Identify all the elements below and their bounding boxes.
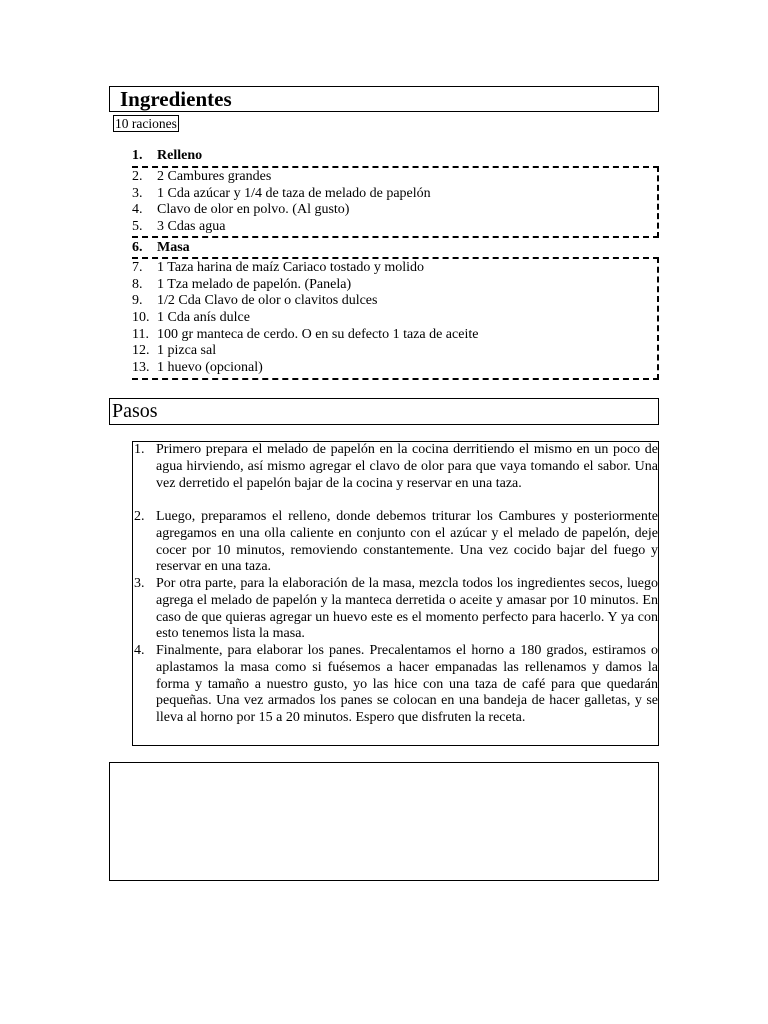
step-number: 3. [134,576,145,591]
item-text: 1 huevo (opcional) [157,360,263,375]
item-number: 4. [132,202,143,217]
item-number: 9. [132,293,143,308]
section-number: 6. [132,240,143,255]
list-item [132,293,377,310]
item-number: 5. [132,219,143,234]
item-text: 3 Cdas agua [157,219,226,234]
list-item [132,202,349,219]
item-text: 1/2 Cda Clavo de olor o clavitos dulces [157,293,378,308]
item-text: 2 Cambures grandes [157,169,272,184]
item-number: 12. [132,343,150,358]
list-item [132,343,216,360]
pasos-steps-box [132,441,659,746]
step-text: Por otra parte, para la elaboración de la masa, mezcla todos los ingredientes secos, luego agrega el melado de papelón y la manteca derretida o aceite y amasar por 10 minutos. En caso de que quieras agregar un huevo este es el momento perfecto para hacerlo. Y ya con esto tenemos lista la masa. [156,576,658,642]
empty-box [109,762,659,881]
step-text: Finalmente, para elaborar los panes. Precalentamos el horno a 180 grados, estiramos o aplastamos la masa como si fuésemos a hacer empanadas las rellenamos y damos la forma y tamaño a nuestro gusto, yo las hice con una taza de café para que quedarán pequeñas. Una vez armados los panes se colocan en una bandeja de hacer galletas, y se lleva al horno por 15 a 20 minutos. Espero que disfruten la receta. [156,643,658,725]
item-text: 1 Cda azúcar y 1/4 de taza de melado de papelón [157,186,431,201]
step-text: Primero prepara el melado de papelón en la cocina derritiendo el mismo en un poco de agua hirviendo, así mismo agregar el clavo de olor para que vaya tomando el sabor. Una vez derretido el papelón bajar de la cocina y reservar en una taza. [156,442,658,491]
section-heading-relleno [132,148,202,164]
step-item [133,576,658,643]
section-number: 1. [132,148,143,163]
step-text: Luego, preparamos el relleno, donde debemos triturar los Cambures y posteriormente agregamos en una olla caliente en conjunto con el azúcar y el melado de papelón, deje cocer por 10 minutos, removiendo constantemente. Una vez cocido bajar del fuego y reservar en una taza. [156,509,658,575]
step-item [133,643,658,727]
raciones-label: 10 raciones [115,116,177,131]
list-item [132,327,478,344]
list-item [132,169,271,186]
item-text: 1 pizca sal [157,343,217,358]
item-text: 1 Taza harina de maíz Cariaco tostado y molido [157,260,425,275]
item-number: 2. [132,169,143,184]
list-item [132,186,431,203]
item-text: 1 Cda anís dulce [157,310,250,325]
step-item [133,442,658,492]
step-item [133,509,658,576]
section-label: Relleno [157,148,203,163]
item-number: 13. [132,360,150,375]
section-label: Masa [157,240,190,255]
item-text: Clavo de olor en polvo. (Al gusto) [157,202,350,217]
ingredientes-title: Ingredientes [109,86,659,112]
item-number: 8. [132,277,143,292]
list-item [132,310,250,327]
list-item [132,260,424,277]
step-number: 2. [134,509,145,524]
list-item [132,219,225,236]
list-item [132,360,263,377]
step-number: 1. [134,442,145,457]
pasos-title: Pasos [109,398,659,425]
item-text: 100 gr manteca de cerdo. O en su defecto 1 taza de aceite [157,327,479,342]
item-number: 7. [132,260,143,275]
item-number: 11. [132,327,149,342]
step-number: 4. [134,643,145,658]
item-number: 3. [132,186,143,201]
list-item [132,277,351,294]
item-number: 10. [132,310,150,325]
section-heading-masa [132,240,190,256]
item-text: 1 Tza melado de papelón. (Panela) [157,277,352,292]
